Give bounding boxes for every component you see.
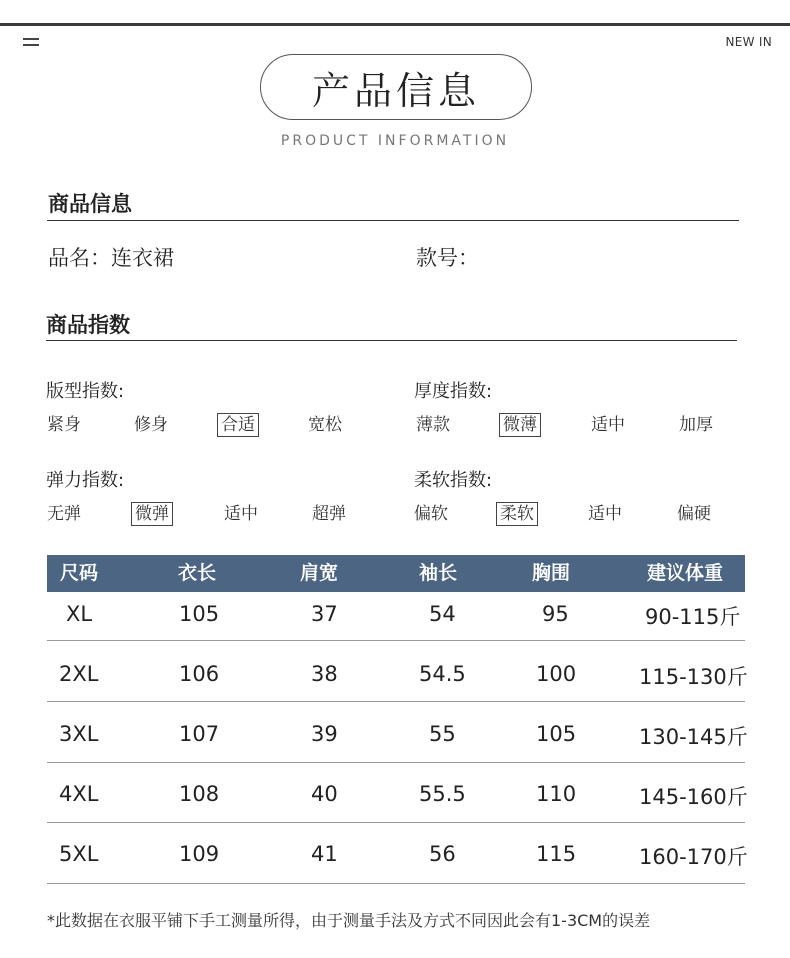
top-divider (0, 23, 790, 26)
table-cell-bust: 110 (536, 782, 577, 806)
product-info-heading: 商品信息 (48, 192, 132, 216)
thickness-option: 薄款 (416, 415, 450, 435)
table-cell-weight: 130-145斤 (639, 725, 748, 749)
section-rule (47, 220, 739, 221)
thickness-option: 适中 (591, 415, 625, 435)
softness-option-selected: 柔软 (496, 502, 538, 526)
product-name: 品名：连衣裙 (48, 246, 174, 270)
row-divider (47, 762, 745, 763)
softness-option: 偏软 (414, 504, 448, 524)
table-cell-size: 2XL (59, 662, 99, 686)
table-cell-sleeve: 55.5 (419, 782, 466, 806)
table-cell-shoulder: 41 (311, 842, 338, 866)
thickness-option-selected: 微薄 (499, 413, 541, 437)
stretch-option: 适中 (224, 504, 258, 524)
stretch-option-selected: 微弹 (131, 502, 173, 526)
section-rule (46, 340, 737, 341)
table-cell-shoulder: 40 (311, 782, 338, 806)
table-cell-size: 3XL (59, 722, 99, 746)
stretch-index-label: 弹力指数: (46, 470, 125, 491)
table-cell-shoulder: 38 (311, 662, 338, 686)
new-in-label: NEW IN (725, 35, 772, 49)
column-header-size: 尺码 (60, 562, 99, 584)
row-divider (47, 701, 745, 702)
fit-option: 宽松 (308, 415, 342, 435)
row-divider (47, 822, 745, 823)
thickness-option: 加厚 (679, 415, 713, 435)
stretch-option: 无弹 (47, 504, 81, 524)
table-cell-bust: 105 (536, 722, 577, 746)
table-cell-shoulder: 39 (311, 722, 338, 746)
table-cell-shoulder: 37 (311, 602, 338, 626)
size-table-header (47, 555, 745, 592)
table-cell-sleeve: 56 (429, 842, 456, 866)
table-cell-sleeve: 54.5 (419, 662, 466, 686)
column-header-weight: 建议体重 (647, 562, 724, 584)
row-divider (47, 640, 745, 641)
column-header-shoulder: 肩宽 (300, 562, 339, 584)
table-cell-size: 4XL (59, 782, 99, 806)
fit-option: 修身 (134, 415, 168, 435)
table-cell-sleeve: 54 (429, 602, 456, 626)
table-cell-length: 106 (179, 662, 220, 686)
table-cell-weight: 160-170斤 (639, 845, 748, 869)
stretch-option: 超弹 (312, 504, 346, 524)
table-cell-bust: 95 (542, 602, 569, 626)
table-cell-length: 108 (179, 782, 220, 806)
column-header-sleeve: 袖长 (419, 562, 458, 584)
style-number: 款号： (416, 246, 479, 270)
measurement-note: *此数据在衣服平铺下手工测量所得，由于测量手法及方式不同因此会有1-3CM的误差 (47, 911, 651, 930)
menu-icon[interactable] (23, 38, 39, 50)
softness-option: 偏硬 (677, 504, 711, 524)
table-cell-length: 107 (179, 722, 220, 746)
table-cell-sleeve: 55 (429, 722, 456, 746)
column-header-length: 衣长 (178, 562, 217, 584)
fit-index-label: 版型指数: (46, 381, 125, 402)
page-subtitle: PRODUCT INFORMATION (280, 133, 510, 149)
softness-option: 适中 (588, 504, 622, 524)
page-title: 产品信息 (260, 54, 532, 120)
fit-option: 紧身 (47, 415, 81, 435)
table-cell-length: 109 (179, 842, 220, 866)
table-cell-bust: 100 (536, 662, 577, 686)
table-cell-weight: 115-130斤 (639, 665, 748, 689)
column-header-bust: 胸围 (532, 562, 571, 584)
table-cell-bust: 115 (536, 842, 577, 866)
product-index-heading: 商品指数 (46, 313, 130, 337)
thickness-index-label: 厚度指数: (414, 381, 493, 402)
table-cell-size: 5XL (59, 842, 99, 866)
softness-index-label: 柔软指数: (414, 470, 493, 491)
fit-option-selected: 合适 (217, 413, 259, 437)
table-cell-size: XL (66, 602, 93, 626)
table-cell-length: 105 (179, 602, 220, 626)
table-cell-weight: 90-115斤 (645, 605, 741, 629)
row-divider (47, 883, 745, 884)
table-cell-weight: 145-160斤 (639, 785, 748, 809)
